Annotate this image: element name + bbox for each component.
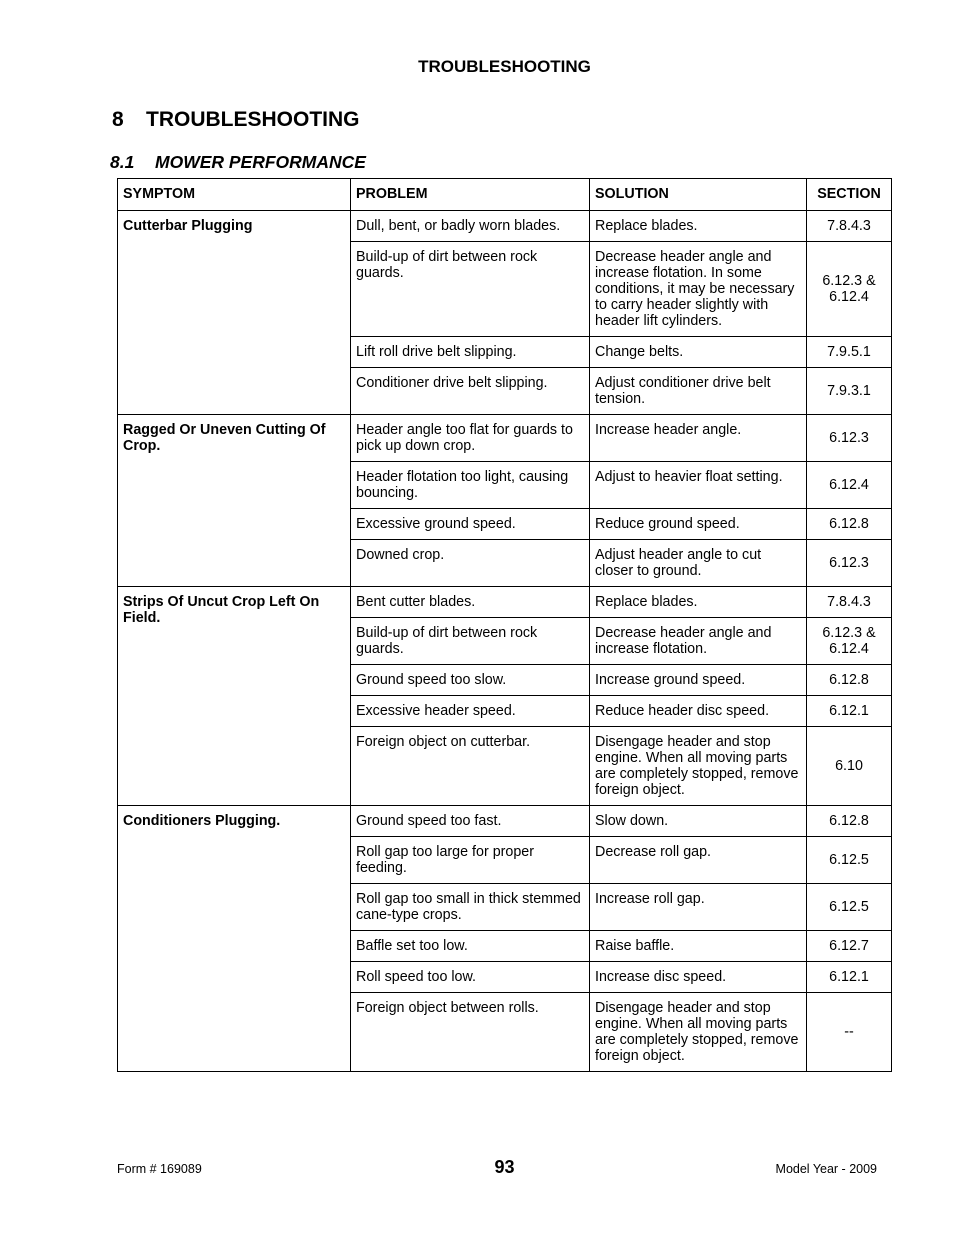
section-title <box>110 152 366 173</box>
table-row <box>118 415 892 462</box>
problem-cell: Roll gap too large for proper feeding. <box>351 837 590 884</box>
section-cell: 6.12.4 <box>807 462 892 509</box>
problem-cell: Dull, bent, or badly worn blades. <box>351 211 590 242</box>
page-number: 93 <box>494 1157 515 1177</box>
section-cell: 6.12.8 <box>807 665 892 696</box>
header-symptom: SYMPTOM <box>118 179 351 211</box>
problem-cell: Roll speed too low. <box>351 962 590 993</box>
section-number: 8.1 <box>110 152 135 172</box>
section-cell: 7.9.5.1 <box>807 337 892 368</box>
section-cell: 6.12.8 <box>807 806 892 837</box>
section-cell: 6.12.1 <box>807 962 892 993</box>
problem-cell: Bent cutter blades. <box>351 587 590 618</box>
section-cell: 7.8.4.3 <box>807 587 892 618</box>
section-cell: 6.12.3 <box>807 540 892 587</box>
section-cell: 7.9.3.1 <box>807 368 892 415</box>
solution-cell: Disengage header and stop engine. When all moving parts are completely stopped, remove foreign object. <box>590 993 807 1072</box>
section-cell: 6.12.3 <box>807 415 892 462</box>
problem-cell: Foreign object between rolls. <box>351 993 590 1072</box>
chapter-title-text: TROUBLESHOOTING <box>146 108 360 131</box>
problem-cell: Downed crop. <box>351 540 590 587</box>
solution-cell: Increase roll gap. <box>590 884 807 931</box>
section-cell: 6.12.1 <box>807 696 892 727</box>
problem-cell: Build-up of dirt between rock guards. <box>351 618 590 665</box>
symptom-cell: Strips Of Uncut Crop Left On Field. <box>118 587 351 806</box>
solution-cell: Change belts. <box>590 337 807 368</box>
problem-cell: Ground speed too fast. <box>351 806 590 837</box>
solution-cell: Disengage header and stop engine. When all moving parts are completely stopped, remove foreign object. <box>590 727 807 806</box>
running-header: TROUBLESHOOTING <box>418 57 591 76</box>
solution-cell: Decrease header angle and increase flotation. In some conditions, it may be necessary to carry header slightly with header lift cylinders. <box>590 242 807 337</box>
solution-cell: Adjust header angle to cut closer to ground. <box>590 540 807 587</box>
solution-cell: Raise baffle. <box>590 931 807 962</box>
troubleshooting-table <box>117 178 892 1072</box>
section-cell: 6.12.5 <box>807 837 892 884</box>
problem-cell: Ground speed too slow. <box>351 665 590 696</box>
table-row <box>118 806 892 837</box>
problem-cell: Lift roll drive belt slipping. <box>351 337 590 368</box>
solution-cell: Slow down. <box>590 806 807 837</box>
problem-cell: Header angle too flat for guards to pick up down crop. <box>351 415 590 462</box>
symptom-cell: Cutterbar Plugging <box>118 211 351 415</box>
problem-cell: Conditioner drive belt slipping. <box>351 368 590 415</box>
section-cell: 6.12.7 <box>807 931 892 962</box>
table-header-row <box>118 179 892 211</box>
solution-cell: Decrease roll gap. <box>590 837 807 884</box>
section-cell: 6.12.5 <box>807 884 892 931</box>
solution-cell: Adjust conditioner drive belt tension. <box>590 368 807 415</box>
section-cell: 6.12.8 <box>807 509 892 540</box>
solution-cell: Reduce ground speed. <box>590 509 807 540</box>
section-cell: 7.8.4.3 <box>807 211 892 242</box>
problem-cell: Foreign object on cutterbar. <box>351 727 590 806</box>
solution-cell: Replace blades. <box>590 211 807 242</box>
solution-cell: Increase header angle. <box>590 415 807 462</box>
chapter-number: 8 <box>112 108 124 131</box>
section-cell: 6.12.3 & 6.12.4 <box>807 618 892 665</box>
header-solution: SOLUTION <box>590 179 807 211</box>
chapter-title <box>112 108 360 132</box>
problem-cell: Roll gap too small in thick stemmed cane-type crops. <box>351 884 590 931</box>
symptom-cell: Ragged Or Uneven Cutting Of Crop. <box>118 415 351 587</box>
table-row <box>118 211 892 242</box>
header-problem: PROBLEM <box>351 179 590 211</box>
solution-cell: Increase ground speed. <box>590 665 807 696</box>
solution-cell: Decrease header angle and increase flotation. <box>590 618 807 665</box>
footer-model-year: Model Year - 2009 <box>775 1162 877 1176</box>
solution-cell: Increase disc speed. <box>590 962 807 993</box>
header-section: SECTION <box>807 179 892 211</box>
problem-cell: Excessive header speed. <box>351 696 590 727</box>
solution-cell: Reduce header disc speed. <box>590 696 807 727</box>
section-cell: 6.12.3 & 6.12.4 <box>807 242 892 337</box>
problem-cell: Build-up of dirt between rock guards. <box>351 242 590 337</box>
problem-cell: Header flotation too light, causing bouncing. <box>351 462 590 509</box>
problem-cell: Baffle set too low. <box>351 931 590 962</box>
problem-cell: Excessive ground speed. <box>351 509 590 540</box>
solution-cell: Replace blades. <box>590 587 807 618</box>
table-row <box>118 587 892 618</box>
section-title-text: MOWER PERFORMANCE <box>155 152 366 172</box>
symptom-cell: Conditioners Plugging. <box>118 806 351 1072</box>
solution-cell: Adjust to heavier float setting. <box>590 462 807 509</box>
section-cell: -- <box>807 993 892 1072</box>
section-cell: 6.10 <box>807 727 892 806</box>
footer-form-number: Form # 169089 <box>117 1162 202 1176</box>
